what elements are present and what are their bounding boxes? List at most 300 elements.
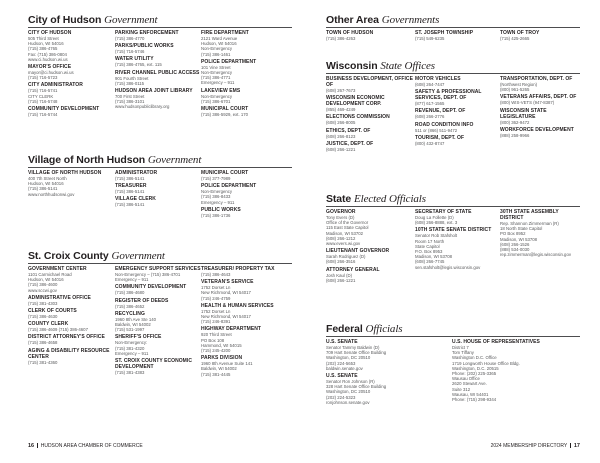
entry-detail: Senator Ron Johnson (R) xyxy=(326,379,375,385)
entry-detail: (715) 381-4383 xyxy=(115,370,145,376)
entry-name: COUNTY CLERK xyxy=(28,321,69,328)
directory-column xyxy=(500,76,580,140)
entry-detail: (800) 432-8747 xyxy=(415,140,445,146)
entry-detail: 115 East State Capitol xyxy=(326,225,369,231)
directory-entry xyxy=(115,311,201,333)
directory-entry xyxy=(28,30,115,62)
entry-name: FIRE DEPARTMENT xyxy=(201,30,249,36)
directory-entry xyxy=(415,76,500,87)
directory-column xyxy=(415,76,500,148)
footer-divider xyxy=(37,443,38,448)
directory-entry xyxy=(415,108,500,119)
entry-detail: (715) 386-4771 xyxy=(201,75,231,81)
entry-detail: 1101 Carmichael Road xyxy=(28,272,72,277)
directory-column xyxy=(415,30,500,43)
entry-detail: Washington, DC 20510 xyxy=(326,389,371,395)
entry-detail: 1960 8th Avenue Suite 141 xyxy=(201,361,253,367)
section-rule xyxy=(326,336,580,337)
st-croix-section xyxy=(28,250,292,379)
entry-detail: (715) 386-5929, ext. 170 xyxy=(201,112,249,118)
entry-name: TRANSPORTATION, DEPT. OF xyxy=(500,76,573,82)
footer-org: HUDSON AREA CHAMBER OF COMMERCE xyxy=(40,443,143,449)
entry-name: MUNICIPAL COURT xyxy=(201,106,249,113)
entry-detail: (715) 381-4320 xyxy=(115,345,145,351)
right-footer xyxy=(491,443,580,449)
directory-entry xyxy=(201,303,291,325)
entry-name: MUNICIPAL COURT xyxy=(201,170,249,176)
directory-entry xyxy=(115,70,201,86)
entry-name: COMMUNITY DEVELOPMENT xyxy=(115,284,187,291)
entry-detail: Washington D.C. Office xyxy=(452,355,497,361)
entry-name: PARKS DIVISION xyxy=(201,355,243,362)
entry-detail: (608) 266-1221 xyxy=(326,277,356,283)
entry-name: TREASURER/ PROPERTY TAX xyxy=(201,266,275,272)
entry-detail: Wausau Office xyxy=(452,376,480,382)
entry-detail: (715) 246-8391 xyxy=(201,319,231,325)
entry-detail: (715) 386-4652 xyxy=(115,303,145,309)
entry-detail: (800) 362-9472 xyxy=(500,119,530,125)
entry-detail: Baldwin, WI 54002 xyxy=(115,322,151,328)
section-title: City of Hudson Government xyxy=(28,14,158,26)
directory-entry xyxy=(115,196,201,207)
directory-entry xyxy=(201,170,291,181)
entry-detail: 1752 Dorset Ln xyxy=(201,285,231,291)
entry-name: ELECTIONS COMMISSION xyxy=(326,114,390,121)
entry-name: LIEUTENANT GOVERNOR xyxy=(326,248,390,255)
entry-detail: (608) 266-8123 xyxy=(326,133,356,139)
entry-detail: 700 First Street xyxy=(115,94,145,100)
directory-entry xyxy=(326,267,415,283)
entry-detail: rep.zimmerman@legis.wisconsin.gov xyxy=(500,252,571,258)
entry-detail: (715) 386-4680 xyxy=(115,290,145,296)
entry-detail: (800) 961-5265 xyxy=(500,87,530,93)
entry-detail: Tom Tiffany xyxy=(452,350,474,356)
entry-detail: (888) 258-9966 xyxy=(500,132,530,138)
entry-detail: New Richmond, WI 54017 xyxy=(201,314,251,320)
entry-detail: 1719 Longworth House Office Bldg. xyxy=(452,360,520,366)
other-governments-section xyxy=(326,14,580,43)
entry-detail: (608) 266-1221 xyxy=(326,146,356,152)
section-title: St. Croix County Government xyxy=(28,250,165,262)
directory-entry xyxy=(115,56,201,67)
entry-name: ETHICS, DEPT. OF xyxy=(326,127,371,134)
footer-year: 2024 MEMBERSHIP DIRECTORY xyxy=(490,443,568,449)
entry-detail: District 7 xyxy=(452,345,469,350)
entry-detail: (202) 224-5323 xyxy=(326,394,356,400)
directory-entry xyxy=(28,308,115,319)
entry-detail: Phone: (715) 298-9344 xyxy=(452,397,497,403)
entry-detail: (715) 386-4609 (715) 386-4607 xyxy=(28,327,88,333)
entry-detail: (715) 246-4759 xyxy=(201,295,231,301)
section-rule xyxy=(326,27,580,28)
directory-entry xyxy=(326,30,415,41)
entry-detail: Doug La Follette (D) xyxy=(415,215,454,220)
directory-entry xyxy=(115,358,201,375)
entry-detail: (715) 386-4643 xyxy=(201,272,231,277)
entry-name: COMMUNITY DEVELOPMENT xyxy=(28,106,100,113)
entry-name: EMERGENCY SUPPORT SERVICES xyxy=(115,266,201,272)
entry-detail: Rep. Shannon Zimmerman (R) xyxy=(500,221,559,226)
directory-entry xyxy=(500,30,580,41)
section-columns xyxy=(326,76,580,154)
directory-column xyxy=(415,209,500,272)
left-footer xyxy=(28,443,143,449)
directory-column xyxy=(326,209,415,285)
entry-detail: Office of the Governor xyxy=(326,220,369,226)
entry-name: ST. CROIX COUNTY ECONOMIC DEVELOPMENT xyxy=(115,358,192,371)
entry-detail: (715) 386-4770 xyxy=(115,36,145,41)
entry-name: DISTRICT ATTORNEY'S OFFICE xyxy=(28,334,105,341)
entry-detail: (715) 716-5746 xyxy=(115,49,145,55)
entry-name: MOTOR VEHICLES xyxy=(415,76,461,82)
directory-column xyxy=(326,76,415,154)
entry-detail: www.sccwi.gov xyxy=(28,287,57,293)
entry-detail: (202) 224-5653 xyxy=(326,360,356,366)
directory-entry xyxy=(326,95,415,112)
entry-detail: Washington, DC 20510 xyxy=(326,355,371,361)
entry-detail: sen.stafsholt@legis.wisconsin.gov xyxy=(415,264,481,270)
directory-column xyxy=(201,30,291,119)
entry-detail: Fax: (715) 386-0804 xyxy=(28,51,67,57)
entry-detail: (715) 386-4600 xyxy=(28,282,58,288)
directory-entry xyxy=(115,284,201,295)
entry-detail: Hudson, WI 54016 xyxy=(201,41,237,47)
entry-detail: (715) 386-0115 xyxy=(115,80,145,86)
entry-name: U.S. SENATE xyxy=(326,339,358,345)
directory-entry xyxy=(415,209,500,225)
right-page xyxy=(300,0,600,463)
entry-name: WISCONSIN ECONOMIC DEVELOPMENT CORP. xyxy=(326,95,385,108)
entry-detail: (608) 266-1526 xyxy=(500,241,530,247)
directory-column xyxy=(452,339,580,404)
entry-detail: (715) 531-1997 xyxy=(115,327,145,333)
entry-name: PARKING ENFORCEMENT xyxy=(115,30,179,36)
entry-detail: CITY CLERK xyxy=(28,93,54,99)
directory-entry xyxy=(326,339,452,371)
section-rule xyxy=(28,27,292,28)
directory-entry xyxy=(326,209,415,246)
entry-name: CITY OF HUDSON xyxy=(28,30,72,36)
directory-column xyxy=(500,209,580,259)
entry-detail: (715) 386-4765 xyxy=(28,46,58,52)
entry-detail: (715) 716-5741 xyxy=(28,88,58,94)
entry-detail: www.hudsonpubliclibrary.org xyxy=(115,104,170,110)
entry-detail: (888) 534-0030 xyxy=(500,247,530,253)
entry-detail: (715) 386-1461 xyxy=(201,51,231,57)
entry-name: MAYOR'S OFFICE xyxy=(28,64,72,71)
entry-detail: ronjohnson.senate.gov xyxy=(326,399,370,405)
entry-name: VILLAGE OF NORTH HUDSON xyxy=(28,170,102,176)
entry-detail: (715) 386-4765, ext. 115 xyxy=(115,62,162,68)
entry-detail: Madison, WI 53708 xyxy=(415,254,453,260)
directory-entry xyxy=(201,266,291,277)
entry-detail: New Richmond, WI 54017 xyxy=(201,290,251,296)
directory-entry xyxy=(326,128,415,139)
entry-detail: (715) 386-1736 xyxy=(201,212,231,218)
directory-entry xyxy=(115,170,201,181)
entry-name: JUSTICE, DEPT. OF xyxy=(326,140,374,147)
entry-detail: (715) 381-4303 xyxy=(28,300,58,306)
directory-entry xyxy=(415,122,500,133)
entry-detail: (715) 245-4200 xyxy=(201,348,231,354)
entry-detail: (715) 386-5141 xyxy=(115,202,145,208)
directory-entry xyxy=(326,114,415,125)
entry-detail: (715) 716-5744 xyxy=(28,112,58,118)
page-number: 17 xyxy=(573,443,580,449)
entry-detail: 920 Third Street xyxy=(201,332,232,338)
entry-detail: Senator Tammy Baldwin (D) xyxy=(326,345,380,350)
entry-detail: (715) 377-7989 xyxy=(201,176,231,181)
entry-detail: 18 North State Capitol xyxy=(500,226,543,232)
entry-detail: (715) 425-2665 xyxy=(500,36,530,41)
section-columns xyxy=(28,30,292,119)
entry-detail: 1752 Dorset Ln xyxy=(201,308,231,314)
entry-detail: (715) 386-4630 xyxy=(28,314,58,320)
entry-detail: (715) 381-4360 xyxy=(28,359,58,365)
entry-name: GOVERNOR xyxy=(326,209,356,215)
entry-detail: 328 Hart Senate Office Building xyxy=(326,384,387,390)
directory-entry xyxy=(201,183,291,205)
entry-name: WISCONSIN STATE LEGISLATURE xyxy=(500,107,547,120)
section-rule xyxy=(28,263,292,264)
entry-name: HIGHWAY DEPARTMENT xyxy=(201,326,261,333)
state-officials-section xyxy=(326,193,580,285)
north-hudson-section xyxy=(28,154,292,220)
entry-name: RIVER CHANNEL PUBLIC ACCESS xyxy=(115,69,200,76)
hudson-section xyxy=(28,14,292,119)
wisconsin-section xyxy=(326,60,580,154)
entry-detail: (715) 386-6701 xyxy=(201,98,231,104)
entry-detail: Hudson, WI 54016 xyxy=(28,41,64,47)
directory-entry xyxy=(452,339,580,402)
entry-name: PUBLIC WORKS xyxy=(201,206,241,213)
entry-name: WORKFORCE DEVELOPMENT xyxy=(500,126,574,133)
directory-entry xyxy=(28,321,115,332)
section-rule xyxy=(28,167,292,168)
entry-detail: Josh Kaul (D) xyxy=(326,272,353,278)
directory-entry xyxy=(115,30,201,41)
entry-name: ADMINISTRATIVE OFFICE xyxy=(28,294,91,301)
section-title: Federal Officials xyxy=(326,323,403,335)
directory-entry xyxy=(500,108,580,125)
section-columns xyxy=(326,339,580,407)
entry-detail: (608) 266-7745 xyxy=(415,259,445,265)
entry-name: VETERAN'S SERVICE xyxy=(201,279,254,286)
entry-detail: (715) 386-5141 xyxy=(115,189,145,195)
federal-section xyxy=(326,323,580,407)
entry-detail: 505 Third Street xyxy=(28,36,59,41)
directory-column xyxy=(201,266,291,379)
directory-column xyxy=(28,266,115,367)
entry-name: VETERANS AFFAIRS, DEPT. OF xyxy=(500,94,577,101)
entry-detail: Non-Emergency – (715) 386-4701 xyxy=(115,272,181,277)
directory-entry xyxy=(115,183,201,194)
section-columns xyxy=(28,266,292,379)
directory-entry xyxy=(28,334,115,345)
directory-column xyxy=(115,170,201,210)
entry-detail: (608) 266-3516 xyxy=(326,259,356,265)
entry-detail: (800) WIS-VETS (947-8387) xyxy=(500,100,555,106)
entry-detail: P.O. Box 8953 xyxy=(415,249,443,255)
directory-entry xyxy=(201,30,291,57)
entry-detail: PO Box 108 xyxy=(201,337,225,343)
directory-entry xyxy=(326,373,452,405)
entry-detail: Non-Emergency xyxy=(201,189,233,195)
entry-detail: Hammond, WI 54015 xyxy=(201,342,242,348)
entry-name: VILLAGE CLERK xyxy=(115,196,156,203)
entry-name: CLERK OF COURTS xyxy=(28,308,77,315)
entry-name: HUDSON AREA JOINT LIBRARY xyxy=(115,88,193,95)
directory-entry xyxy=(500,94,580,105)
directory-entry xyxy=(115,334,201,356)
section-title: Wisconsin State Offices xyxy=(326,60,435,72)
entry-name: SECRETARY OF STATE xyxy=(415,209,472,215)
section-title: Village of North Hudson Government xyxy=(28,154,202,166)
entry-detail: Non-Emergency xyxy=(201,46,233,52)
entry-detail: (608) 266-2776 xyxy=(415,114,445,120)
entry-detail: Hudson, WI 54016 xyxy=(28,277,64,283)
entry-detail: mayor@ci.hudson.wi.us xyxy=(28,70,74,76)
entry-detail: (715) 386-8433 xyxy=(201,194,231,200)
entry-name: POLICE DEPARTMENT xyxy=(201,183,257,190)
entry-detail: Tony Evers (D) xyxy=(326,215,355,220)
entry-detail: www.northhudsonwi.gov xyxy=(28,191,75,197)
entry-name: REGISTER OF DEEDS xyxy=(115,297,169,304)
entry-detail: (608) 266-1212 xyxy=(326,235,356,241)
directory-entry xyxy=(201,207,291,218)
entry-detail: (Northwest Region) xyxy=(500,82,538,87)
entry-detail: (608) 264-7447 xyxy=(415,82,445,87)
entry-name: POLICE DEPARTMENT xyxy=(201,58,257,65)
directory-column xyxy=(28,170,115,199)
entry-detail: 2121 Ward Avenue xyxy=(201,36,238,41)
entry-detail: (877) 617-1565 xyxy=(415,101,445,107)
entry-detail: Suite 312 xyxy=(452,386,471,392)
entry-name: GOVERNMENT CENTER xyxy=(28,266,87,272)
entry-detail: (715) 386-5141 xyxy=(28,186,58,192)
entry-detail: PO Box 8952 xyxy=(500,231,526,237)
entry-name: HEALTH & HUMAN SERVICES xyxy=(201,302,274,309)
footer-divider xyxy=(570,443,571,448)
entry-detail: (715) 386-3101 xyxy=(115,99,145,105)
directory-entry xyxy=(415,89,500,106)
directory-entry xyxy=(326,248,415,264)
entry-detail: Senator Rob Stafsholt xyxy=(415,233,458,239)
directory-entry xyxy=(201,326,291,353)
directory-entry xyxy=(115,43,201,54)
directory-entry xyxy=(326,141,415,152)
entry-name: WATER UTILITY xyxy=(115,56,154,63)
entry-name: SHERIFF'S OFFICE xyxy=(115,334,162,341)
directory-entry xyxy=(28,266,115,293)
entry-name: ATTORNEY GENERAL xyxy=(326,266,380,273)
entry-detail: (608) 266-8005 xyxy=(326,120,356,126)
entry-name: REVENUE, DEPT. OF xyxy=(415,108,466,115)
page-number: 16 xyxy=(28,443,35,449)
entry-name: 10TH STATE SENATE DISTRICT xyxy=(415,227,492,234)
entry-detail: (715) 386-4263 xyxy=(326,36,356,41)
entry-detail: Hudson, WI 54016 xyxy=(28,181,64,187)
directory-entry xyxy=(28,82,115,104)
entry-name: 30TH STATE ASSEMBLY DISTRICT xyxy=(500,209,559,221)
entry-detail: (715) 386-4658 xyxy=(28,340,58,346)
entry-detail: Madison, WI 53702 xyxy=(326,230,364,236)
directory-entry xyxy=(201,106,291,117)
directory-entry xyxy=(201,279,291,301)
entry-detail: Emergency – 911 xyxy=(115,277,149,283)
entry-detail: (715) 716-5723 xyxy=(28,75,58,81)
entry-detail: Room 17 North xyxy=(415,238,445,244)
entry-detail: Phone: (202) 225-3365 xyxy=(452,371,497,377)
directory-column xyxy=(28,30,115,119)
entry-name: LAKEVIEW EMS xyxy=(201,87,241,94)
directory-entry xyxy=(326,76,415,93)
entry-detail: baldwin.senate.gov xyxy=(326,365,363,371)
entry-detail: Wausau, WI 54401 xyxy=(452,391,489,397)
directory-entry xyxy=(201,355,291,377)
entry-detail: 511 or (866) 511-9472 xyxy=(415,127,458,133)
entry-detail: 101 Vine Street xyxy=(201,64,231,70)
entry-detail: 1960 8th Ave Ste 140 xyxy=(115,316,157,322)
directory-column xyxy=(326,339,452,407)
directory-entry xyxy=(415,135,500,146)
entry-detail: (715) 386-5141 xyxy=(115,176,145,181)
entry-name: TOURISM, DEPT. OF xyxy=(415,134,465,141)
entry-detail: (715) 716-5748 xyxy=(28,98,58,104)
entry-name: ST. JOSEPH TOWNSHIP xyxy=(415,30,474,36)
entry-name: PARKS/PUBLIC WORKS xyxy=(115,43,174,50)
directory-entry xyxy=(28,170,115,197)
entry-detail: Baldwin, WI 54002 xyxy=(201,366,237,372)
entry-detail: Non-Emergency: xyxy=(115,340,148,346)
section-columns xyxy=(326,209,580,285)
entry-name: CITY ADMINISTRATOR xyxy=(28,82,83,89)
entry-detail: 709 Hart Senate Office Building xyxy=(326,350,387,356)
directory-column xyxy=(115,266,201,377)
section-title: State Elected Officials xyxy=(326,193,426,205)
entry-detail: Emergency – 911 xyxy=(115,350,149,356)
section-columns xyxy=(28,170,292,220)
entry-name: TREASURER xyxy=(115,183,147,190)
directory-column xyxy=(326,30,415,43)
entry-detail: (608) 266-8888, ext. 3 xyxy=(415,220,458,226)
directory-column xyxy=(115,30,201,112)
directory-entry xyxy=(500,76,580,92)
entry-detail: www.ci.hudson.wi.us xyxy=(28,56,68,62)
entry-name: SAFETY & PROFESSIONAL SERVICES, DEPT. OF xyxy=(415,89,482,102)
entry-detail: Madison, WI 53708 xyxy=(500,236,538,242)
directory-column xyxy=(500,30,580,43)
directory-entry xyxy=(28,106,115,117)
directory-entry xyxy=(500,127,580,138)
section-title: Other Area Governments xyxy=(326,14,440,26)
entry-name: ADMINISTRATOR xyxy=(115,170,158,176)
entry-detail: 2620 Stewart Ave. xyxy=(452,381,487,387)
section-rule xyxy=(326,73,580,74)
entry-name: BUSINESS DEVELOPMENT, OFFICE OF xyxy=(326,76,413,88)
directory-entry xyxy=(500,209,580,257)
entry-detail: Washington, D.C. 20515 xyxy=(452,365,499,371)
directory-entry xyxy=(28,64,115,80)
entry-name: U.S. SENATE xyxy=(326,373,358,380)
entry-detail: State Capitol xyxy=(415,243,440,249)
section-columns xyxy=(326,30,580,43)
directory-entry xyxy=(201,59,291,86)
directory-entry xyxy=(415,227,500,269)
directory-entry xyxy=(115,266,201,282)
section-rule xyxy=(326,206,580,207)
entry-name: AGING & DISABILITY RESOURCE CENTER xyxy=(28,347,110,360)
